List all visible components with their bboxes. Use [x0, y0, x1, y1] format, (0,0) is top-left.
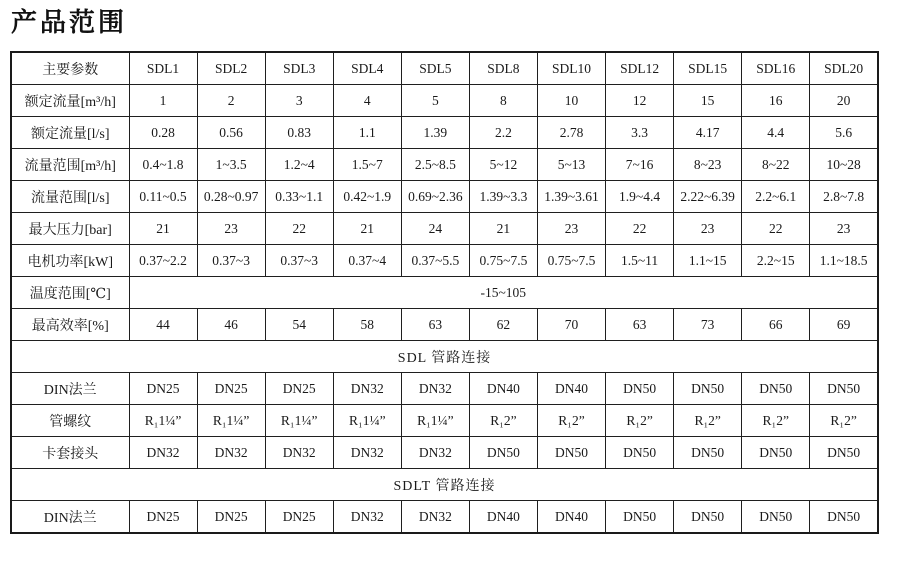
value-cell: 3: [265, 85, 333, 117]
row-label: 卡套接头: [11, 437, 129, 469]
value-cell: 5~13: [537, 149, 605, 181]
value-cell: DN25: [197, 373, 265, 405]
table-head: [11, 52, 878, 85]
value-cell: 23: [674, 213, 742, 245]
value-cell: DN25: [197, 501, 265, 534]
row-label: DIN法兰: [11, 373, 129, 405]
value-cell: R₁1¼”: [265, 405, 333, 437]
value-cell: 8~22: [742, 149, 810, 181]
value-cell: 4.17: [674, 117, 742, 149]
model-column-header: SDL10: [537, 52, 605, 85]
value-cell: 0.37~4: [333, 245, 401, 277]
value-cell: DN40: [537, 501, 605, 534]
value-cell: 24: [401, 213, 469, 245]
value-cell: 2.78: [537, 117, 605, 149]
value-cell: 22: [265, 213, 333, 245]
value-cell: DN32: [197, 437, 265, 469]
model-column-header: SDL4: [333, 52, 401, 85]
value-cell: 1.9~4.4: [606, 181, 674, 213]
value-cell: 2.22~6.39: [674, 181, 742, 213]
model-column-header: SDL2: [197, 52, 265, 85]
table-row: [11, 341, 878, 373]
value-cell: R₁2”: [674, 405, 742, 437]
value-cell: 7~16: [606, 149, 674, 181]
value-cell: DN50: [742, 501, 810, 534]
value-cell: DN32: [401, 373, 469, 405]
value-cell: DN25: [265, 373, 333, 405]
value-cell: DN32: [265, 437, 333, 469]
value-cell: 63: [401, 309, 469, 341]
row-label: 额定流量[l/s]: [11, 117, 129, 149]
merged-value-cell: -15~105: [129, 277, 878, 309]
value-cell: 2: [197, 85, 265, 117]
value-cell: 5: [401, 85, 469, 117]
value-cell: 0.83: [265, 117, 333, 149]
value-cell: DN50: [810, 501, 878, 534]
table-row: [11, 245, 878, 277]
table-row: [11, 373, 878, 405]
value-cell: 15: [674, 85, 742, 117]
value-cell: DN40: [469, 501, 537, 534]
value-cell: DN50: [810, 437, 878, 469]
value-cell: 66: [742, 309, 810, 341]
model-column-header: SDL15: [674, 52, 742, 85]
value-cell: 23: [537, 213, 605, 245]
value-cell: DN32: [333, 437, 401, 469]
page-title: 产品范围: [11, 7, 128, 37]
value-cell: 4: [333, 85, 401, 117]
value-cell: 0.33~1.1: [265, 181, 333, 213]
value-cell: 21: [129, 213, 197, 245]
table-row: [11, 469, 878, 501]
model-column-header: SDL1: [129, 52, 197, 85]
value-cell: 16: [742, 85, 810, 117]
value-cell: 23: [197, 213, 265, 245]
model-column-header: SDL3: [265, 52, 333, 85]
value-cell: 58: [333, 309, 401, 341]
value-cell: 22: [742, 213, 810, 245]
row-label: 管螺纹: [11, 405, 129, 437]
value-cell: 0.37~2.2: [129, 245, 197, 277]
value-cell: 0.28: [129, 117, 197, 149]
table-row: [11, 309, 878, 341]
value-cell: R₁2”: [742, 405, 810, 437]
value-cell: DN40: [537, 373, 605, 405]
row-label: 电机功率[kW]: [11, 245, 129, 277]
value-cell: 1: [129, 85, 197, 117]
value-cell: 3.3: [606, 117, 674, 149]
value-cell: DN50: [674, 501, 742, 534]
value-cell: R₁2”: [810, 405, 878, 437]
value-cell: 10~28: [810, 149, 878, 181]
section-header-cell: SDLT 管路连接: [11, 469, 878, 501]
value-cell: 2.2: [469, 117, 537, 149]
value-cell: 46: [197, 309, 265, 341]
value-cell: DN50: [674, 437, 742, 469]
value-cell: 12: [606, 85, 674, 117]
value-cell: 0.4~1.8: [129, 149, 197, 181]
value-cell: 62: [469, 309, 537, 341]
value-cell: 1.1~18.5: [810, 245, 878, 277]
table-row: [11, 437, 878, 469]
value-cell: DN50: [742, 373, 810, 405]
value-cell: 21: [333, 213, 401, 245]
value-cell: R₁2”: [469, 405, 537, 437]
table-row: [11, 117, 878, 149]
value-cell: DN32: [333, 373, 401, 405]
value-cell: DN50: [469, 437, 537, 469]
value-cell: R₁2”: [606, 405, 674, 437]
product-range-table: [10, 51, 879, 534]
value-cell: DN50: [674, 373, 742, 405]
value-cell: DN40: [469, 373, 537, 405]
value-cell: 1.39: [401, 117, 469, 149]
value-cell: R₁1¼”: [333, 405, 401, 437]
value-cell: R₁1¼”: [401, 405, 469, 437]
value-cell: 0.69~2.36: [401, 181, 469, 213]
model-column-header: SDL16: [742, 52, 810, 85]
value-cell: 1.5~7: [333, 149, 401, 181]
value-cell: 8: [469, 85, 537, 117]
value-cell: 20: [810, 85, 878, 117]
value-cell: 54: [265, 309, 333, 341]
table-row: [11, 405, 878, 437]
value-cell: DN32: [333, 501, 401, 534]
value-cell: R₁1¼”: [197, 405, 265, 437]
table-row: [11, 149, 878, 181]
value-cell: DN50: [606, 373, 674, 405]
value-cell: 0.37~3: [265, 245, 333, 277]
value-cell: 2.2~6.1: [742, 181, 810, 213]
value-cell: 69: [810, 309, 878, 341]
value-cell: 10: [537, 85, 605, 117]
model-column-header: SDL12: [606, 52, 674, 85]
table-row: [11, 213, 878, 245]
section-header-cell: SDL 管路连接: [11, 341, 878, 373]
value-cell: 5~12: [469, 149, 537, 181]
value-cell: 0.75~7.5: [537, 245, 605, 277]
value-cell: 0.37~3: [197, 245, 265, 277]
table-row: [11, 277, 878, 309]
value-cell: DN32: [401, 501, 469, 534]
value-cell: 1.39~3.61: [537, 181, 605, 213]
table-body: [11, 85, 878, 534]
value-cell: 63: [606, 309, 674, 341]
value-cell: 2.5~8.5: [401, 149, 469, 181]
value-cell: 73: [674, 309, 742, 341]
value-cell: DN50: [606, 501, 674, 534]
value-cell: 4.4: [742, 117, 810, 149]
value-cell: DN25: [265, 501, 333, 534]
row-label: 流量范围[l/s]: [11, 181, 129, 213]
value-cell: 2.8~7.8: [810, 181, 878, 213]
value-cell: 44: [129, 309, 197, 341]
value-cell: 0.42~1.9: [333, 181, 401, 213]
header-row: [11, 52, 878, 85]
value-cell: 0.37~5.5: [401, 245, 469, 277]
value-cell: 70: [537, 309, 605, 341]
value-cell: R₁2”: [537, 405, 605, 437]
value-cell: 0.56: [197, 117, 265, 149]
value-cell: DN50: [537, 437, 605, 469]
model-column-header: SDL5: [401, 52, 469, 85]
value-cell: 21: [469, 213, 537, 245]
value-cell: 23: [810, 213, 878, 245]
value-cell: DN50: [810, 373, 878, 405]
params-column-header: 主要参数: [11, 52, 129, 85]
table-row: [11, 181, 878, 213]
value-cell: DN25: [129, 501, 197, 534]
row-label: 额定流量[m³/h]: [11, 85, 129, 117]
model-column-header: SDL20: [810, 52, 878, 85]
value-cell: 0.11~0.5: [129, 181, 197, 213]
value-cell: R₁1¼”: [129, 405, 197, 437]
row-label: 温度范围[℃]: [11, 277, 129, 309]
value-cell: DN50: [742, 437, 810, 469]
value-cell: 22: [606, 213, 674, 245]
value-cell: 0.28~0.97: [197, 181, 265, 213]
value-cell: 1.5~11: [606, 245, 674, 277]
value-cell: 1.2~4: [265, 149, 333, 181]
row-label: 最高效率[%]: [11, 309, 129, 341]
value-cell: 0.75~7.5: [469, 245, 537, 277]
value-cell: 1.1~15: [674, 245, 742, 277]
value-cell: 5.6: [810, 117, 878, 149]
value-cell: DN32: [129, 437, 197, 469]
value-cell: DN50: [606, 437, 674, 469]
value-cell: DN25: [129, 373, 197, 405]
value-cell: DN32: [401, 437, 469, 469]
table-row: [11, 501, 878, 534]
value-cell: 8~23: [674, 149, 742, 181]
value-cell: 1~3.5: [197, 149, 265, 181]
value-cell: 1.1: [333, 117, 401, 149]
value-cell: 2.2~15: [742, 245, 810, 277]
model-column-header: SDL8: [469, 52, 537, 85]
row-label: 最大压力[bar]: [11, 213, 129, 245]
table-row: [11, 85, 878, 117]
value-cell: 1.39~3.3: [469, 181, 537, 213]
row-label: DIN法兰: [11, 501, 129, 534]
row-label: 流量范围[m³/h]: [11, 149, 129, 181]
